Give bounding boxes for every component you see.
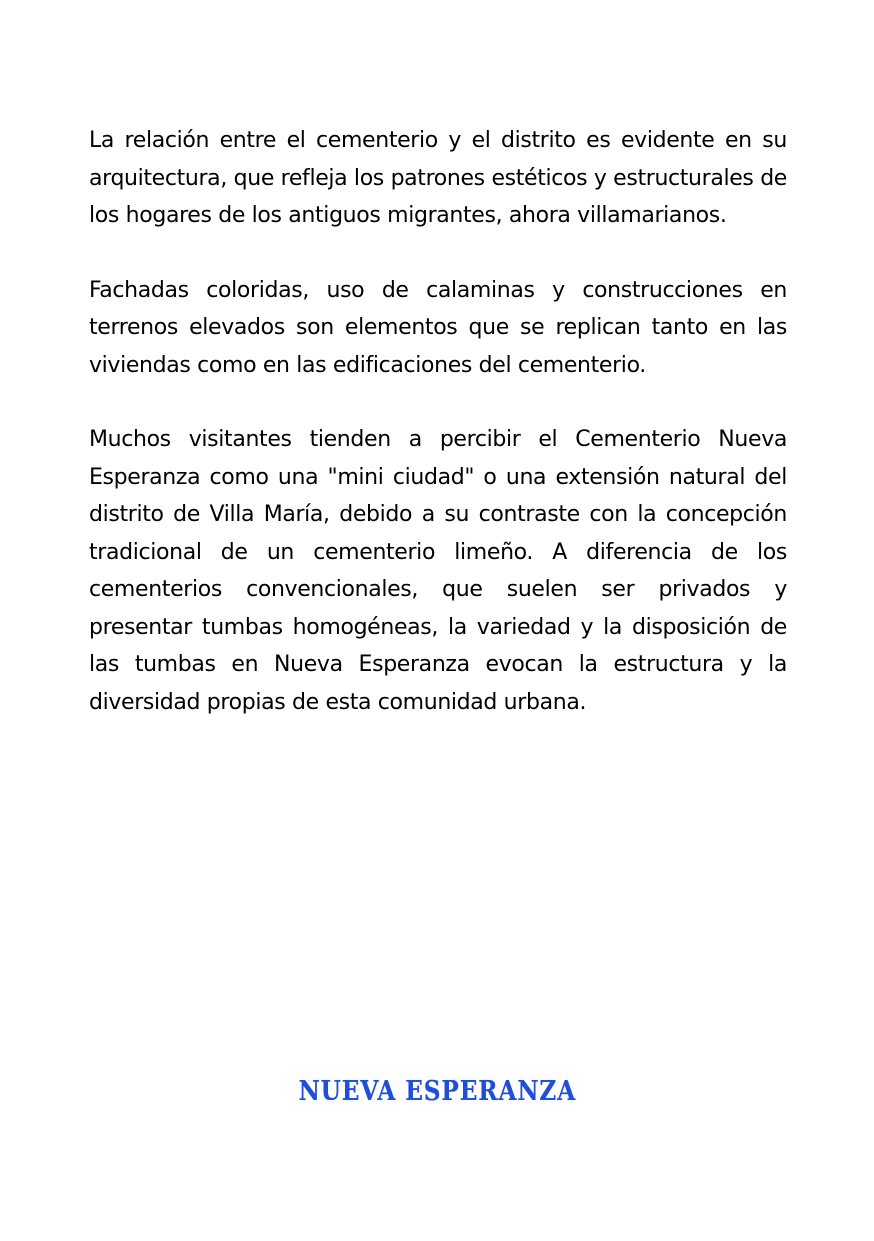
body-text (89, 122, 787, 721)
brand-title: NUEVA ESPERANZA (298, 1076, 576, 1107)
footer (0, 1076, 874, 1107)
paragraph-facades: Fachadas coloridas, uso de calaminas y construcciones en terrenos elevados son elementos que se replican tanto en las viviendas como en las edificaciones del cementerio. (89, 277, 787, 378)
paragraph-visitors: Muchos visitantes tienden a percibir el Cementerio Nueva Esperanza como una "mini ciudad" o una extensión natural del distrito de Villa María, debido a su contraste con la concepción tradicional de un cementerio limeño. A diferencia de los cementerios convencionales, que suelen ser privados y presentar tumbas homogéneas, la variedad y la disposición de las tumbas en Nueva Esperanza evocan la estructura y la diversidad propias de esta comunidad urbana. (89, 427, 787, 715)
paragraph-architecture: La relación entre el cementerio y el distrito es evidente en su arquitectura, que refleja los patrones estéticos y estructurales de los hogares de los antiguos migrantes, ahora villamarianos. (89, 128, 787, 228)
